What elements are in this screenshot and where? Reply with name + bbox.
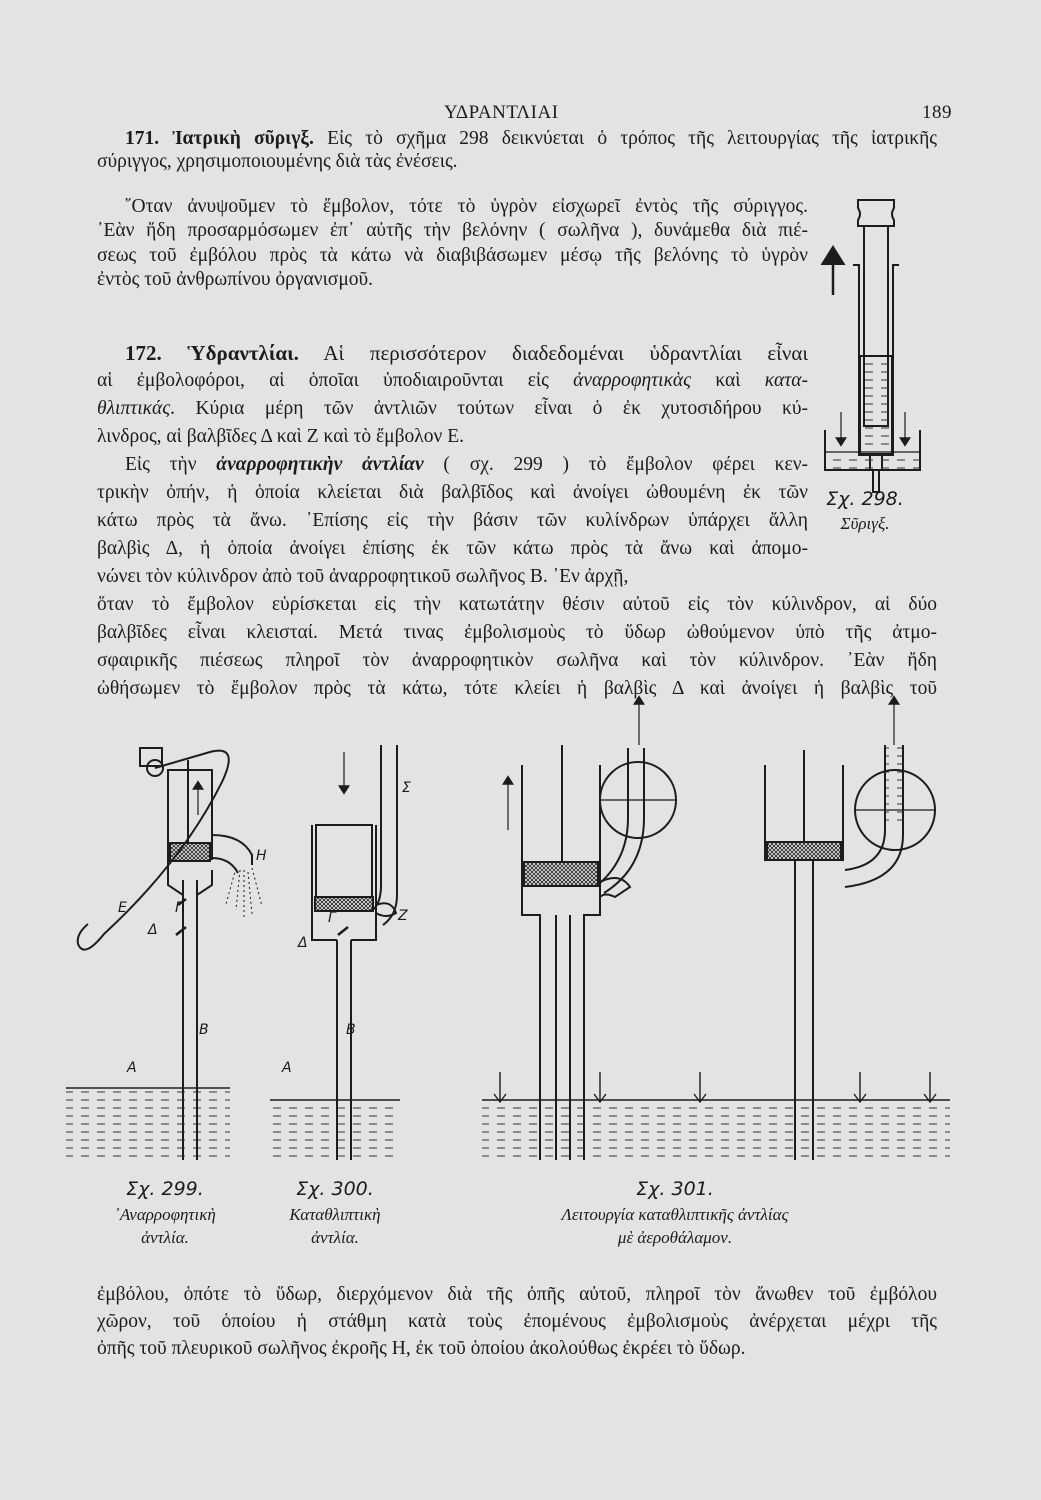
syringe-figure [825,200,920,492]
figure-label: B [346,1022,356,1038]
text-line: βαλβῖδες εἶναι κλεισταί. Μετά τινας ἐμβολισμοὺς τὸ ὕδωρ ὠθούμενον ὑπὸ τῆς ἀτμο- [97,622,937,643]
figure-298-number: Σχ. 298. [826,488,904,510]
figure-299-number: Σχ. 299. [126,1178,204,1200]
text-line: τρικὴν ὀπήν, ἡ ὁποία κλείεται διὰ βαλβῖδος καὶ ἀνοίγει ὠθουμένη ἐκ τῶν [97,482,808,503]
figure-label: A [282,1060,292,1076]
text-line: λινδρος, αἱ βαλβῖδες Δ καὶ Ζ καὶ τὸ ἔμβολον Ε. [97,426,464,447]
figure-label: Δ [298,935,308,951]
figure-label: Γ [175,900,183,916]
caption-line: Λειτουργία καταθλιπτικῆς ἀντλίας [561,1205,789,1224]
emphasis: θλιπτικάς [97,398,171,419]
force-pump-figure [270,745,400,1160]
figure-300-number: Σχ. 300. [296,1178,374,1200]
text-line: σεως τοῦ ἐμβόλου πρὸς τὰ κάτω νὰ διαβιβάσωμεν μέσῳ τῆς βελόνης τὸ ὑγρὸν [97,245,808,266]
text-line: ὀπῆς τοῦ πλευρικοῦ σωλῆνος ἐκροῆς Η, ἐκ τοῦ ὁποίου ἀκολούθως ἐκρέει τὸ ὕδωρ. [97,1338,746,1359]
text-line: ῞Οταν ἀνυψοῦμεν τὸ ἔμβολον, τότε τὸ ὑγρὸν εἰσχωρεῖ ἐντὸς τῆς σύριγγος. [125,196,808,217]
figure-label: Γ [328,910,336,926]
caption-line: Καταθλιπτικὴ [289,1205,381,1224]
emphasis: κατα- [764,370,808,391]
figure-label: Δ [148,922,158,938]
caption-line: ἀντλία. [141,1228,189,1247]
caption-line: μὲ ἀεροθάλαμον. [617,1228,733,1247]
text-line: βαλβὶς Δ, ἡ ὁποία ἀνοίγει ἐπίσης ἐκ τῶν κάτω πρὸς τὰ ἄνω καὶ ἀπομο- [97,538,808,559]
figure-label: Σ [402,780,411,796]
text-line: σφαιρικῆς πιέσεως πληροῖ τὸν ἀναρροφητικὸν σωλῆνα καὶ τὸν κύλινδρον. ᾿Εὰν ἤδη [97,650,937,671]
text-line: κάτω πρὸς τὰ ἄνω. ᾿Επίσης εἰς τὴν βάσιν τῶν κυλίνδρων ὑπάρχει ἄλλη [97,510,808,531]
figure-label: H [256,848,267,864]
text-span: αἱ ἐμβολοφόροι, αἱ ὁποῖαι ὑποδιαιροῦνται εἰς [97,370,574,391]
text-line: ἐντὸς τοῦ ἀνθρωπίνου ὀργανισμοῦ. [97,269,374,290]
text-span: Εἰς τὴν [125,454,217,475]
figure-300-caption [265,1203,405,1249]
emphasis: ἀναρροφητικὴν ἀντλίαν [216,454,424,475]
caption-line: ἀντλία. [311,1228,359,1247]
suction-pump-figure [66,748,262,1160]
text-line: ἐμβόλου, ὁπότε τὸ ὕδωρ, διερχόμενον διὰ τῆς ὀπῆς αὐτοῦ, πληροῖ τὸν ἄνωθεν τοῦ ἐμβόλου [97,1284,937,1305]
figure-label: A [127,1060,137,1076]
text-line: ὅταν τὸ ἔμβολον εὑρίσκεται εἰς τὴν κατωτάτην θέσιν αὐτοῦ εἰς τὸν κύλινδρον, αἱ δύο [97,594,937,615]
figure-label: E [118,900,127,916]
running-head: ΥΔΡΑΝΤΛΙΑΙ [444,102,559,123]
caption-line: ᾿Αναρροφητικὴ [114,1205,216,1224]
air-chamber-pump-figure [482,700,950,1160]
text-span: καὶ [691,370,765,391]
text-line: ᾿Εὰν ἤδη προσαρμόσωμεν ἐπ᾿ αὐτῆς τὴν βελόνην ( σωλῆνα ), δυνάμεθα διὰ πιέ- [97,220,808,241]
figure-298-caption: Σῦριγξ. [840,514,890,533]
emphasis: ἀναρροφητικὰς [573,370,692,391]
text-span: Εἰς τὸ σχῆμα 298 δεικνύεται ὁ τρόπος τῆς λειτουργίας τῆς ἰατρικῆς [313,128,937,149]
figure-301-number: Σχ. 301. [636,1178,714,1200]
text-span: ( σχ. 299 ) τὸ ἔμβολον φέρει κεν- [423,454,808,475]
text-span: . Κύρια μέρη τῶν ἀντλιῶν τούτων εἶναι ὁ ἐκ χυτοσιδήρου κύ- [170,398,808,419]
text-span: Αἱ περισσότερον διαδεδομέναι ὑδραντλίαι εἶναι [298,341,808,365]
figure-299-caption [95,1203,235,1249]
page-number: 189 [922,102,952,123]
section-heading-171: 171. Ἰατρικὴ σῦριγξ. [125,128,314,149]
text-line: χῶρον, τοῦ ὁποίου ἡ στάθμη κατὰ τοὺς ἐπομένους ἐμβολισμοὺς ἀνέρχεται μέχρι τῆς [97,1311,937,1332]
text-line: νώνει τὸν κύλινδρον ἀπὸ τοῦ ἀναρροφητικοῦ σωλῆνος Β. ᾿Εν ἀρχῇ, [97,566,629,587]
figure-label: B [199,1022,209,1038]
figure-label: Z [398,908,408,924]
text-line: ὠθήσωμεν τὸ ἔμβολον πρὸς τὰ κάτω, τότε κλείει ἡ βαλβὶς Δ καὶ ἀνοίγει ἡ βαλβὶς τοῦ [97,678,937,699]
figure-301-caption [520,1203,830,1249]
text-line: σύριγγος, χρησιμοποιουμένης διὰ τὰς ἐνέσεις. [97,151,458,172]
section-heading-172: 172. Ὑδραντλίαι. [125,341,299,365]
